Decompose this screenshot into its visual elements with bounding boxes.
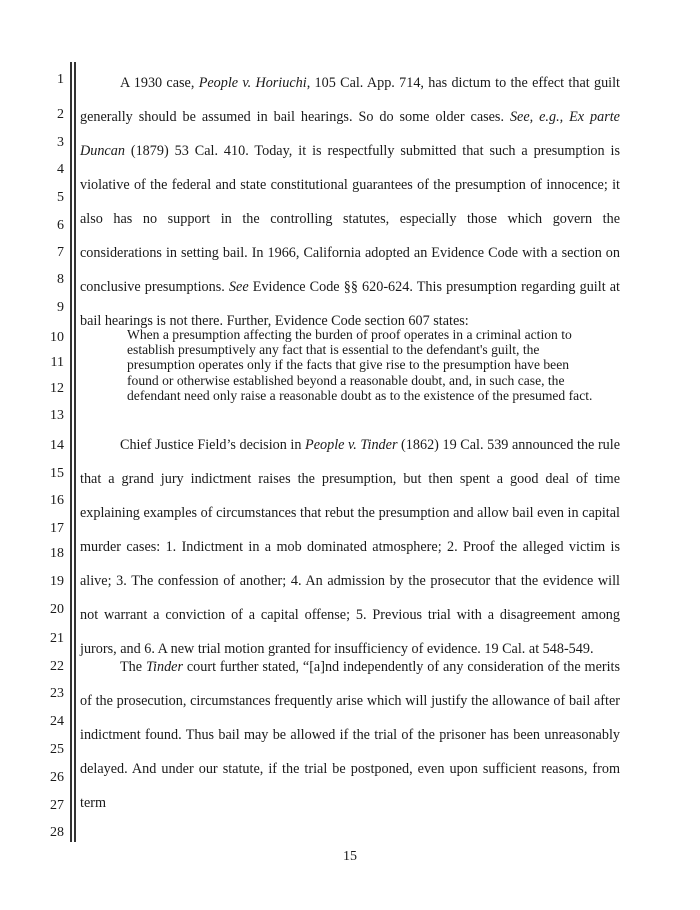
line-number: 5	[57, 190, 64, 205]
line-number: 18	[50, 546, 64, 561]
paragraph-1	[80, 66, 620, 338]
line-number: 9	[57, 300, 64, 315]
line-number: 24	[50, 714, 64, 729]
line-number: 15	[50, 466, 64, 481]
page-number: 15	[343, 849, 357, 864]
line-number: 13	[50, 408, 64, 423]
text-run: A 1930 case,	[120, 75, 199, 91]
text-run: Evidence Code §§ 620-624. This presumption regarding guilt at bail hearings is not there. Further, Evidence Code section 607 states:	[80, 279, 620, 329]
line-number: 28	[50, 825, 64, 840]
line-number: 7	[57, 245, 64, 260]
paragraph-2	[80, 428, 620, 666]
text-run: Chief Justice Field’s decision in	[120, 437, 306, 453]
text-run: (1879) 53 Cal. 410. Today, it is respectfully submitted that such a presumption is violative of the federal and state constitutional guarantees of the presumption of innocence; it also has no support in the controlling statutes, especially those which govern the considerations in setting bail. In 1966, California adopted an Evidence Code with a section on conclusive presumptions.	[80, 143, 620, 295]
italic-citation: People v. Horiuchi	[198, 75, 307, 91]
italic-citation: See	[228, 279, 249, 295]
line-number: 22	[50, 659, 64, 674]
line-number: 11	[50, 355, 64, 370]
text-run: The	[120, 659, 146, 675]
line-number: 1	[57, 72, 64, 87]
line-number: 4	[57, 162, 64, 177]
line-number: 26	[50, 770, 64, 785]
line-number: 14	[50, 438, 64, 453]
line-number: 8	[57, 272, 64, 287]
line-number: 10	[50, 330, 64, 345]
text-run: (1862) 19 Cal. 539 announced the rule that a grand jury indictment raises the presumption, but then spent a good deal of time explaining examples of circumstances that rebut the presumption and allow bail even in capital murder cases: 1. Indictment in a mob dominated atmosphere; 2. Proof the alleged victim is alive; 3. The confession of another; 4. An admission by the prosecutor that the evidence will not warrant a conviction of a capital offense; 5. Previous trial with a disagreement among jurors, and 6. A new trial motion granted for insufficiency of evidence. 19 Cal. at 548-549.	[80, 437, 621, 657]
italic-citation: See, e.g., Ex parte Duncan	[80, 109, 620, 159]
line-number: 12	[50, 381, 64, 396]
block-quote: When a presumption affecting the burden of proof operates in a criminal action to establish presumptively any fact that is essential to the defendant's guilt, the presumption operates only if the facts that give rise to the presumption have been found or otherwise established beyond a reasonable doubt, and, in such case, the defendant need only raise a reasonable doubt as to the existence of the presumed fact.	[127, 327, 593, 403]
line-number: 2	[57, 107, 64, 122]
line-number: 20	[50, 602, 64, 617]
line-number: 19	[50, 574, 64, 589]
line-number: 25	[50, 742, 64, 757]
line-number: 3	[57, 135, 64, 150]
text-run: , 105 Cal. App. 714, has dictum to the effect that guilt generally should be assumed in bail hearings. So do some older cases.	[80, 75, 620, 125]
line-number: 21	[50, 631, 64, 646]
paragraph-3	[80, 650, 620, 820]
margin-rule	[74, 62, 76, 842]
line-number: 16	[50, 493, 64, 508]
italic-citation: People v. Tinder	[305, 437, 398, 453]
line-number: 6	[57, 218, 64, 233]
text-run: court further stated, “[a]nd independently of any consideration of the merits of the prosecution, circumstances frequently arise which will justify the allowance of bail after indictment found. Thus bail may be allowed if the trial of the prisoner has been unreasonably delayed. And under our statute, if the trial be postponed, even upon sufficient reasons, from term	[80, 659, 620, 811]
line-number: 23	[50, 686, 64, 701]
line-number: 17	[50, 521, 64, 536]
margin-rule	[70, 62, 72, 842]
line-number: 27	[50, 798, 64, 813]
italic-citation: Tinder	[145, 659, 183, 675]
